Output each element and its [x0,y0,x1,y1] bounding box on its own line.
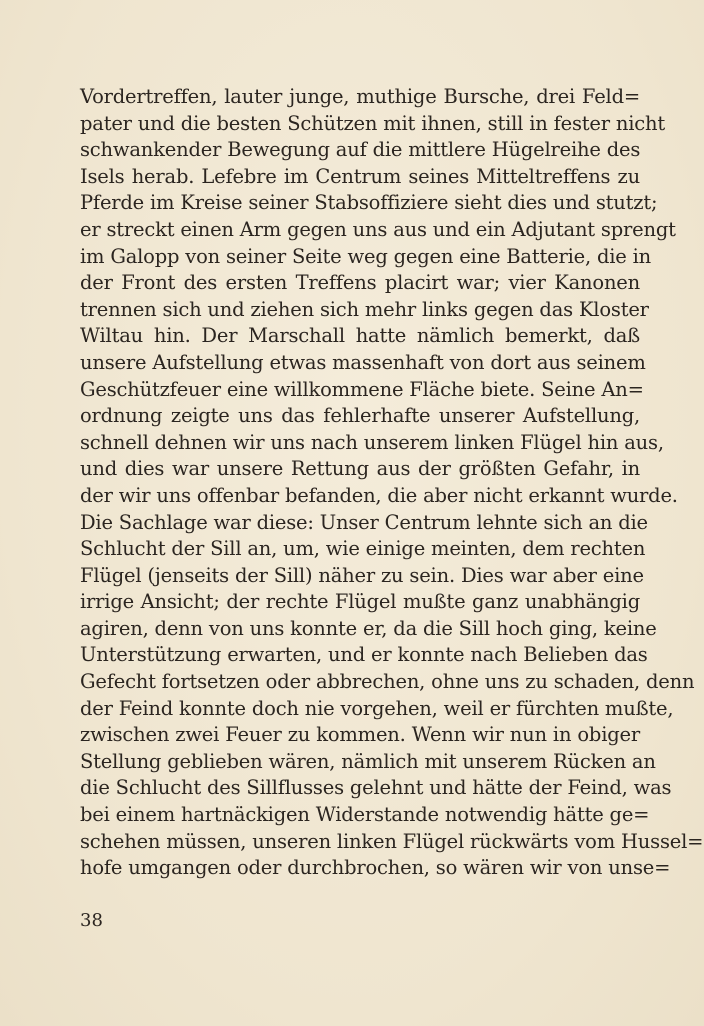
text-line-20: irrige Ansicht; der rechte Flügel mußte ganz unabhängig [80,590,640,614]
text-line-8: der Front des ersten Treffens placirt war; vier Kanonen [80,271,640,295]
text-line-21: agiren, denn von uns konnte er, da die Sill hoch ging, keine [80,616,657,640]
text-line-2: pater und die besten Schützen mit ihnen, still in fester nicht [80,111,665,135]
text-line-6: er streckt einen Arm gegen uns aus und ein Adjutant sprengt [80,217,676,241]
text-line-22: Unterstützung erwarten, und er konnte nach Belieben das [80,643,648,667]
text-line-18: Schlucht der Sill an, um, wie einige meinten, dem rechten [80,537,646,561]
text-line-17: Die Sachlage war diese: Unser Centrum lehnte sich an die [80,510,648,534]
text-line-19: Flügel (jenseits der Sill) näher zu sein. Dies war aber eine [80,563,644,587]
text-line-9: trennen sich und ziehen sich mehr links gegen das Kloster [80,297,649,321]
text-line-24: der Feind konnte doch nie vorgehen, weil er fürchten mußte, [80,696,674,720]
text-line-28: bei einem hartnäckigen Widerstande notwendig hätte ge= [80,803,650,827]
text-line-13: ordnung zeigte uns das fehlerhafte unserer Aufstellung, [80,404,640,428]
body-text [80,84,704,882]
text-line-15: und dies war unsere Rettung aus der größten Gefahr, in [80,457,640,481]
text-line-7: im Galopp von seiner Seite weg gegen eine Batterie, die in [80,244,652,268]
text-line-11: unsere Aufstellung etwas massenhaft von dort aus seinem [80,350,646,374]
text-line-27: die Schlucht des Sillflusses gelehnt und hätte der Feind, was [80,776,672,800]
text-line-1: Vordertreffen, lauter junge, muthige Bursche, drei Feld= [80,85,640,108]
text-line-29: schehen müssen, unseren linken Flügel rückwärts vom Hussel= [80,829,704,853]
text-line-12: Geschützfeuer eine willkommene Fläche biete. Seine An= [80,377,644,401]
text-line-23: Gefecht fortsetzen oder abbrechen, ohne uns zu schaden, denn [80,670,695,694]
text-line-26: Stellung geblieben wären, nämlich mit unserem Rücken an [80,749,656,773]
page-number: 38 [80,910,103,931]
text-line-3: schwankender Bewegung auf die mittlere Hügelreihe des [80,138,641,162]
text-line-4: Isels herab. Lefebre im Centrum seines Mitteltreffens zu [80,164,640,188]
text-line-10: Wiltau hin. Der Marschall hatte nämlich bemerkt, daß [80,324,640,348]
text-line-25: zwischen zwei Feuer zu kommen. Wenn wir nun in obiger [80,723,640,747]
text-line-30: hofe umgangen oder durchbrochen, so wären wir von unse= [80,856,671,880]
text-line-5: Pferde im Kreise seiner Stabsoffiziere sieht dies und stutzt; [80,191,658,215]
text-line-16: der wir uns offenbar befanden, die aber nicht erkannt wurde. [80,483,678,507]
text-line-14: schnell dehnen wir uns nach unserem linken Flügel hin aus, [80,430,664,454]
